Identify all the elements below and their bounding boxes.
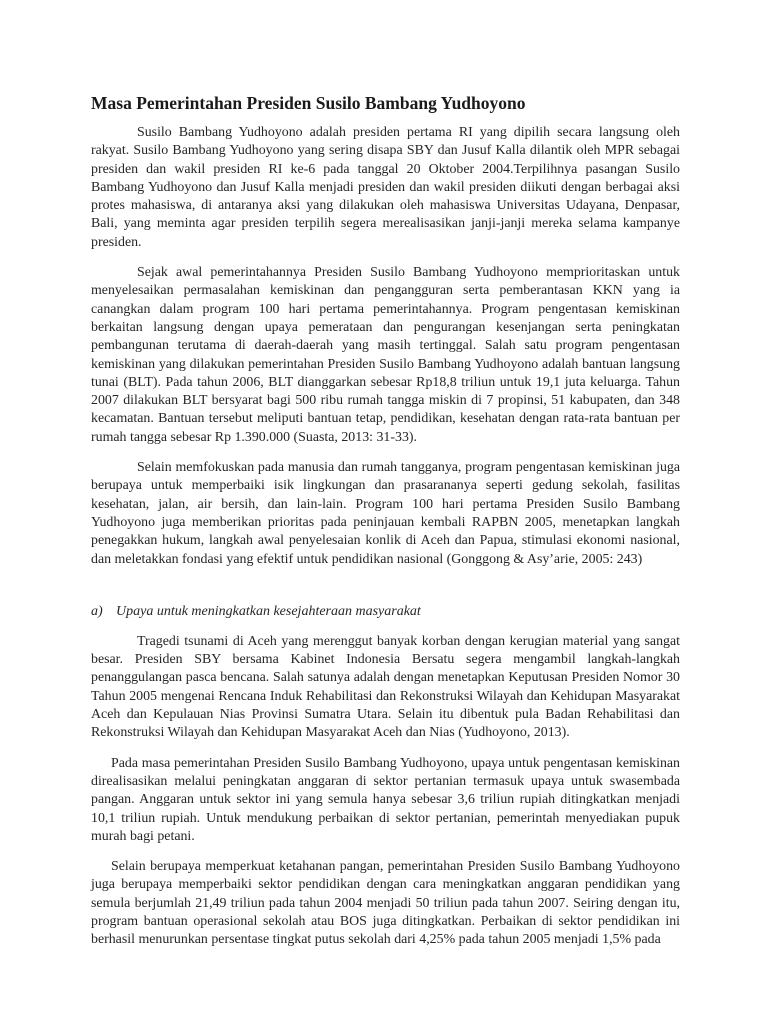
paragraph-section-2: Pada masa pemerintahan Presiden Susilo Bambang Yudhoyono, upaya untuk pengentasan kemiskinan direalisasikan melalui peningkatan anggaran di sektor pertanian termasuk upaya untuk swasembada pangan. Anggaran untuk sektor ini yang semula hanya sebesar 3,6 triliun rupiah ditingkatkan menjadi 10,1 triliun rupiah. Untuk mendukung perbaikan di sektor pertanian, pemerintah menyediakan pupuk murah bagi petani. [91,755,680,844]
paragraph-intro-2: Sejak awal pemerintahannya Presiden Susilo Bambang Yudhoyono memprioritaskan untuk menyelesaikan permasalahan kemiskinan dan pengangguran serta pemberantasan KKN yang ia canangkan dalam program 100 hari pertama pemerintahannya. Program pengentasan kemiskinan berkaitan langsung dengan upaya pemerataan dan pengurangan kesenjangan serta peningkatan pembangunan terutama di daerah-daerah yang masih tertinggal. Salah satu program pengentasan kemiskinan yang dilakukan pemerintahan Presiden Susilo Bambang Yudhoyono adalah bantuan langsung tunai (BLT). Pada tahun 2006, BLT dianggarkan sebesar Rp18,8 triliun untuk 19,1 juta keluarga. Tahun 2007 dilakukan BLT bersyarat bagi 500 ribu rumah tangga miskin di 7 propinsi, 51 kabupaten, dan 348 kecamatan. Bantuan tersebut meliputi bantuan tetap, pendidikan, kesehatan dengan rata-rata bantuan per rumah tangga sebesar Rp 1.390.000 (Suasta, 2013: 31-33). [91,265,680,445]
section-heading [91,603,680,621]
document-title: Masa Pemerintahan Presiden Susilo Bambang Yudhoyono [91,93,526,113]
paragraph-intro-3: Selain memfokuskan pada manusia dan rumah tangganya, program pengentasan kemiskinan juga berupaya untuk memperbaiki isik lingkungan dan prasarananya seperti gedung sekolah, fasilitas kesehatan, jalan, air bersih, dan lain-lain. Program 100 hari pertama Presiden Susilo Bambang Yudhoyono juga memberikan prioritas pada peninjauan kembali RAPBN 2005, menetapkan langkah penegakkan hukum, langkah awal penyelesaian konlik di Aceh dan Papua, stimulasi ekonomi nasional, dan meletakkan fondasi yang efektif untuk pendidikan nasional (Gonggong & Asy’arie, 2005: 243) [91,460,680,567]
paragraph-section-3: Selain berupaya memperkuat ketahanan pangan, pemerintahan Presiden Susilo Bambang Yudhoyono juga berupaya memperbaiki sektor pendidikan dengan cara meningkatkan anggaran pendidikan yang semula berjumlah 21,49 triliun pada tahun 2004 menjadi 50 triliun pada tahun 2007. Seiring dengan itu, program bantuan operasional sekolah atau BOS juga ditingkatkan. Perbaikan di sektor pendidikan ini berhasil menurunkan persentase tingkat putus sekolah dari 4,25% pada tahun 2005 menjadi 1,5% pada [91,859,680,948]
paragraph-intro-1: Susilo Bambang Yudhoyono adalah presiden pertama RI yang dipilih secara langsung oleh rakyat. Susilo Bambang Yudhoyono yang sering disapa SBY dan Jusuf Kalla dilantik oleh MPR sebagai presiden dan wakil presiden RI ke-6 pada tanggal 20 Oktober 2004.Terpilihnya pasangan Susilo Bambang Yudhoyono dan Jusuf Kalla menjadi presiden dan wakil presiden diikuti dengan berbagai aksi protes mahasiswa, di antaranya aksi yang dilakukan oleh mahasiswa Universitas Udayana, Denpasar, Bali, yang meminta agar presiden terpilih segera merealisasikan janji-janji mereka selama kampanye presiden. [91,125,680,250]
section-spacer [91,581,680,603]
paragraph-section-1: Tragedi tsunami di Aceh yang merenggut banyak korban dengan kerugian material yang sangat besar. Presiden SBY bersama Kabinet Indonesia Bersatu segera mengambil langkah-langkah penanggulangan pasca bencana. Salah satunya adalah dengan menetapkan Keputusan Presiden Nomor 30 Tahun 2005 mengenai Rencana Induk Rehabilitasi dan Rekonstruksi Wilayah dan Kehidupan Masyarakat Aceh dan Kepulauan Nias Provinsi Sumatra Utara. Selain itu dibentuk pula Badan Rehabilitasi dan Rekonstruksi Wilayah dan Kehidupan Masyarakat Aceh dan Nias (Yudhoyono, 2013). [91,633,680,741]
section-heading-text: Upaya untuk meningkatkan kesejahteraan masyarakat [116,603,421,619]
section-marker: a) [91,603,103,619]
